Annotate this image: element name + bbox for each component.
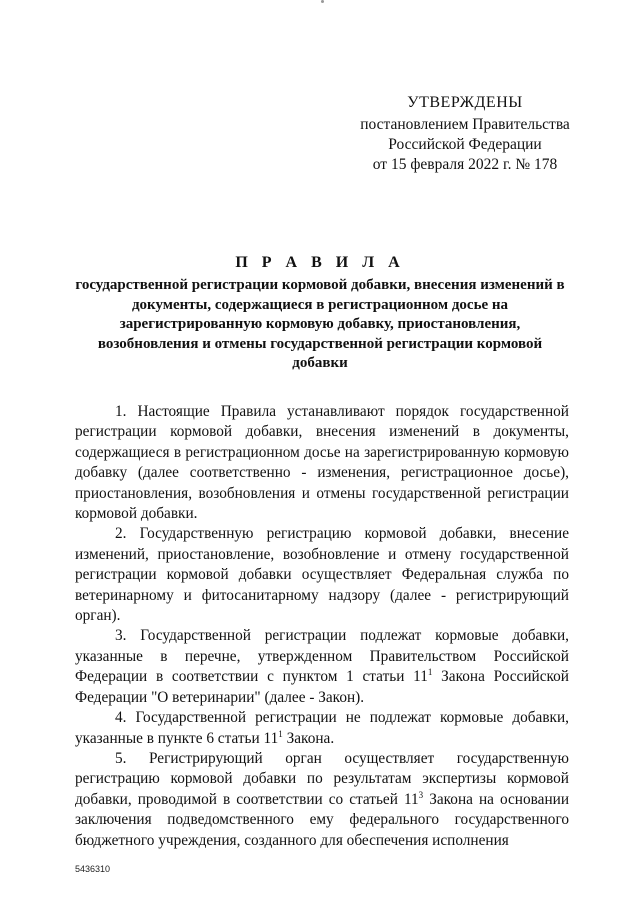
paragraph-4: 4. Государственной регистрации не подлежат кормовые добавки, указанные в пункте 6 статьи $11^1$ Закона. xyxy=(75,709,569,747)
approval-line-3: от 15 февраля 2022 г. № 178 xyxy=(372,156,558,173)
superscript: 1 xyxy=(278,728,283,739)
superscript: 3 xyxy=(418,789,424,800)
page-top-mark xyxy=(321,0,324,3)
paragraph-3: 3. Государственной регистрации подлежат кормовые добавки, указанные в перечне, утвержденном Правительством Российской Федерации в соответствии с пунктом 1 статьи $11^1$ Закона Российской Федерации "О ветеринарии" (далее - Закон). xyxy=(75,627,569,706)
document-title: П Р А В И Л А xyxy=(235,254,405,271)
document-code: 5436310 xyxy=(75,864,111,874)
superscript: 1 xyxy=(427,667,433,678)
approval-line-2: Российской Федерации xyxy=(388,136,542,153)
approval-stamp xyxy=(360,93,570,175)
paragraph-1: 1. Настоящие Правила устанавливают порядок государственной регистрации кормовой добавки, внесения изменений в документы, содержащиеся в регистрационном досье на зарегистрированную кормовую добавку (далее соответственно - изменения, регистрационное досье), приостановления, возобновления и отмены государственной регистрации кормовой добавки. xyxy=(75,403,569,523)
paragraph-2: 2. Государственную регистрацию кормовой добавки, внесение изменений, приостановление, возобновление и отмену государственной регистрации кормовой добавки осуществляет Федеральная служба по ветеринарному и фитосанитарному надзору (далее - регистрирующий орган). xyxy=(75,525,569,625)
document-subtitle: государственной регистрации кормовой добавки, внесения изменений в документы, содержащиеся в регистрационном досье на зарегистрированную кормовую добавку, приостановления, возобновления и отмены государственной регистрации кормовой добавки xyxy=(75,277,565,371)
approval-heading: УТВЕРЖДЕНЫ xyxy=(407,94,523,111)
approval-line-1: постановлением Правительства xyxy=(360,116,570,133)
paragraph-5: 5. Регистрирующий орган осуществляет государственную регистрацию кормовой добавки по результатам экспертизы кормовой добавки, проводимой в соответствии со статьей $11^3$ Закона на основании заключения подведомственного ему федерального государственного бюджетного учреждения, созданного для обеспечения исполнения xyxy=(75,749,569,849)
document-body xyxy=(75,402,569,851)
